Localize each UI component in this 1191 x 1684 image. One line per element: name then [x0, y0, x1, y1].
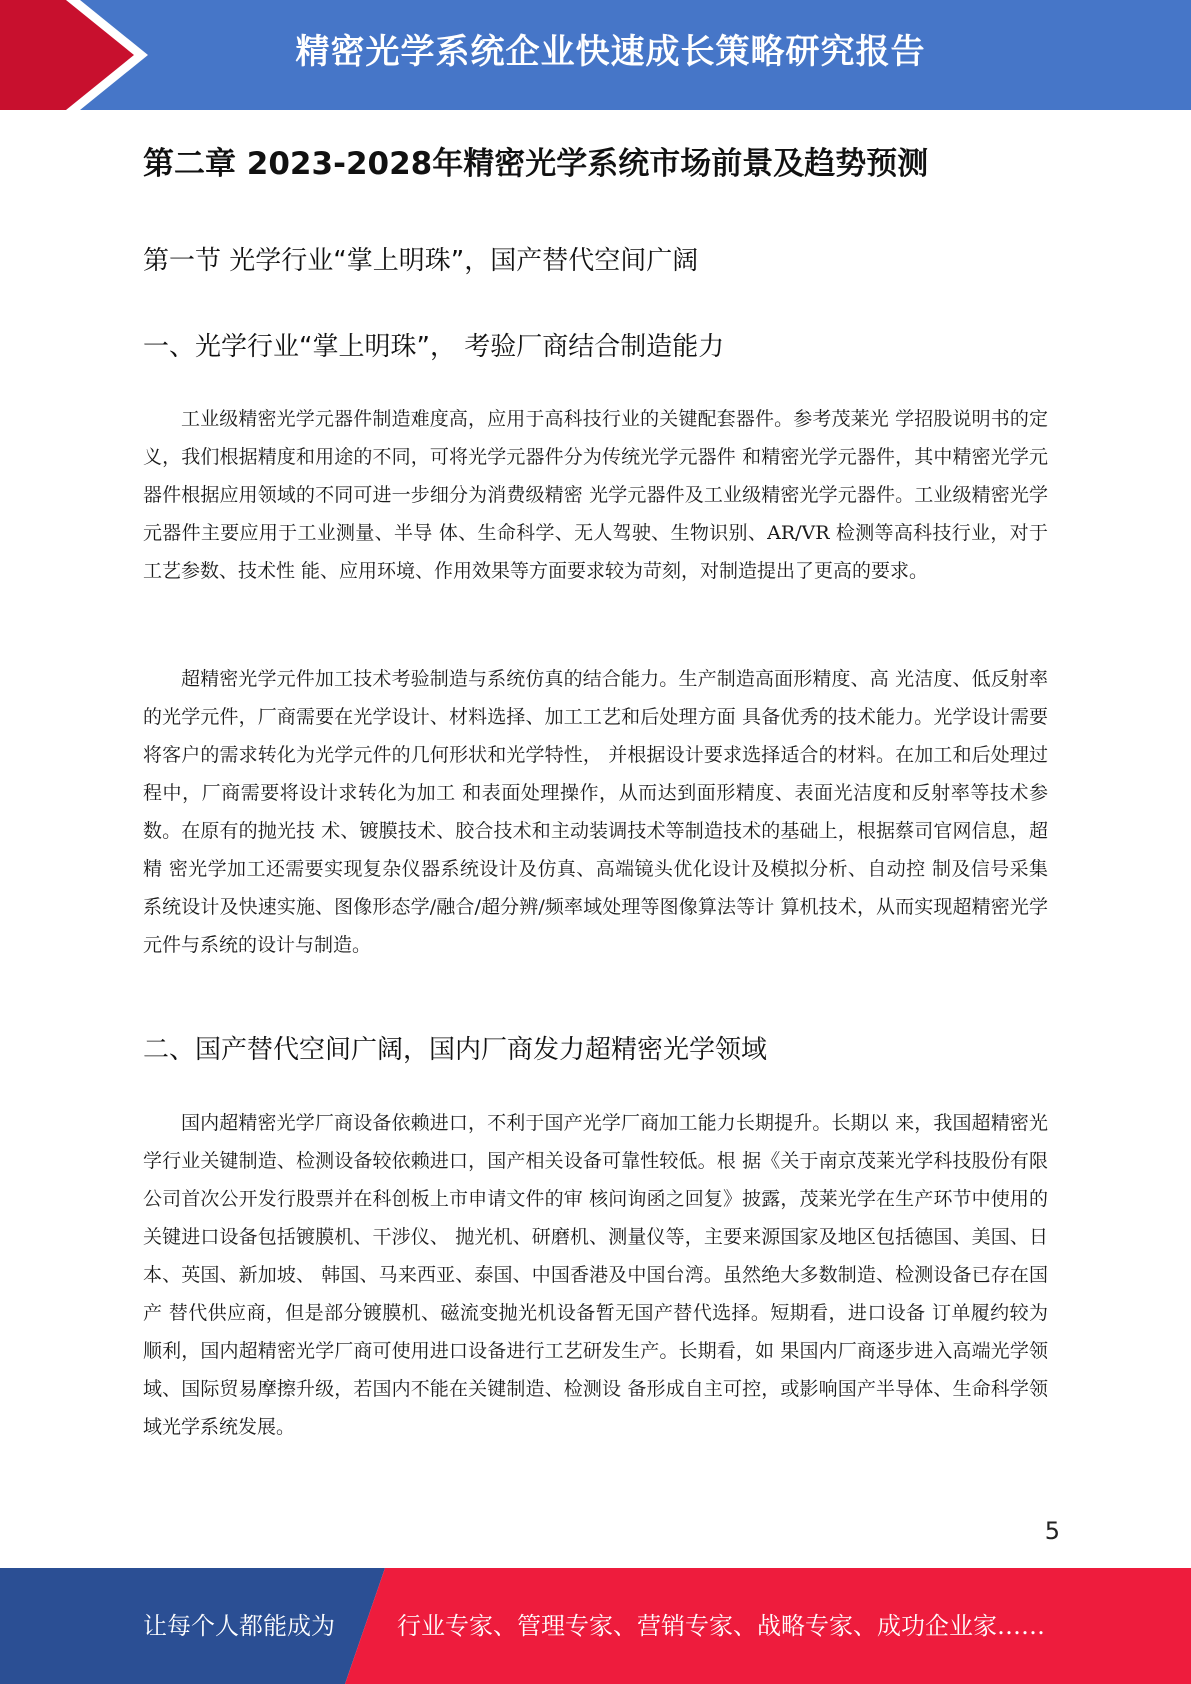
page-footer: [0, 1568, 1191, 1684]
subsection-title-1: 一、光学行业“掌上明珠”， 考验厂商结合制造能力: [143, 332, 725, 362]
page-header: [0, 0, 1191, 110]
footer-slogan-left: 让每个人都能成为: [143, 1612, 335, 1640]
section-title: 第一节 光学行业“掌上明珠”，国产替代空间广阔: [143, 246, 699, 276]
paragraph-1: 工业级精密光学元器件制造难度高，应用于高科技行业的关键配套器件。参考茂莱光 学招股说明书的定义，我们根据精度和用途的不同，可将光学元器件分为传统光学元器件 和精密光学元器件，其中精密光学元器件根据应用领域的不同可进一步细分为消费级精密 光学元器件及工业级精密光学元器件。工业级精密光学元器件主要应用于工业测量、半导 体、生命科学、无人驾驶、生物识别、AR/VR 检测等高科技行业，对于工艺参数、技术性 能、应用环境、作用效果等方面要求较为苛刻，对制造提出了更高的要求。: [143, 408, 1048, 582]
paragraph-2: 超精密光学元件加工技术考验制造与系统仿真的结合能力。生产制造高面形精度、高 光洁度、低反射率的光学元件，厂商需要在光学设计、材料选择、加工工艺和后处理方面 具备优秀的技术能力。光学设计需要将客户的需求转化为光学元件的几何形状和光学特性， 并根据设计要求选择适合的材料。在加工和后处理过程中，厂商需要将设计求转化为加工 和表面处理操作，从而达到面形精度、表面光洁度和反射率等技术参数。在原有的抛光技 术、镀膜技术、胶合技术和主动装调技术等制造技术的基础上，根据蔡司官网信息，超精 密光学加工还需要实现复杂仪器系统设计及仿真、高端镜头优化设计及模拟分析、自动控 制及信号采集系统设计及快速实施、图像形态学/融合/超分辨/频率域处理等图像算法等计 算机技术，从而实现超精密光学元件与系统的设计与制造。: [143, 668, 1048, 956]
footer-slogan-right: 行业专家、管理专家、营销专家、战略专家、成功企业家……: [397, 1612, 1045, 1640]
header-title: 精密光学系统企业快速成长策略研究报告: [295, 32, 926, 72]
chapter-title: 第二章 2023-2028年精密光学系统市场前景及趋势预测: [143, 146, 929, 182]
page-number: 5: [1044, 1517, 1060, 1545]
paragraph-3: 国内超精密光学厂商设备依赖进口，不利于国产光学厂商加工能力长期提升。长期以 来，我国超精密光学行业关键制造、检测设备较依赖进口，国产相关设备可靠性较低。根 据《关于南京茂莱光学科技股份有限公司首次公开发行股票并在科创板上市申请文件的审 核问询函之回复》披露，茂莱光学在生产环节中使用的关键进口设备包括镀膜机、干涉仪、 抛光机、研磨机、测量仪等，主要来源国家及地区包括德国、美国、日本、英国、新加坡、 韩国、马来西亚、泰国、中国香港及中国台湾。虽然绝大多数制造、检测设备已存在国产 替代供应商，但是部分镀膜机、磁流变抛光机设备暂无国产替代选择。短期看，进口设备 订单履约较为顺利，国内超精密光学厂商可使用进口设备进行工艺研发生产。长期看，如 果国内厂商逐步进入高端光学领域、国际贸易摩擦升级，若国内不能在关键制造、检测设 备形成自主可控，或影响国产半导体、生命科学领域光学系统发展。: [143, 1112, 1048, 1438]
subsection-title-2: 二、国产替代空间广阔，国内厂商发力超精密光学领域: [143, 1035, 768, 1065]
